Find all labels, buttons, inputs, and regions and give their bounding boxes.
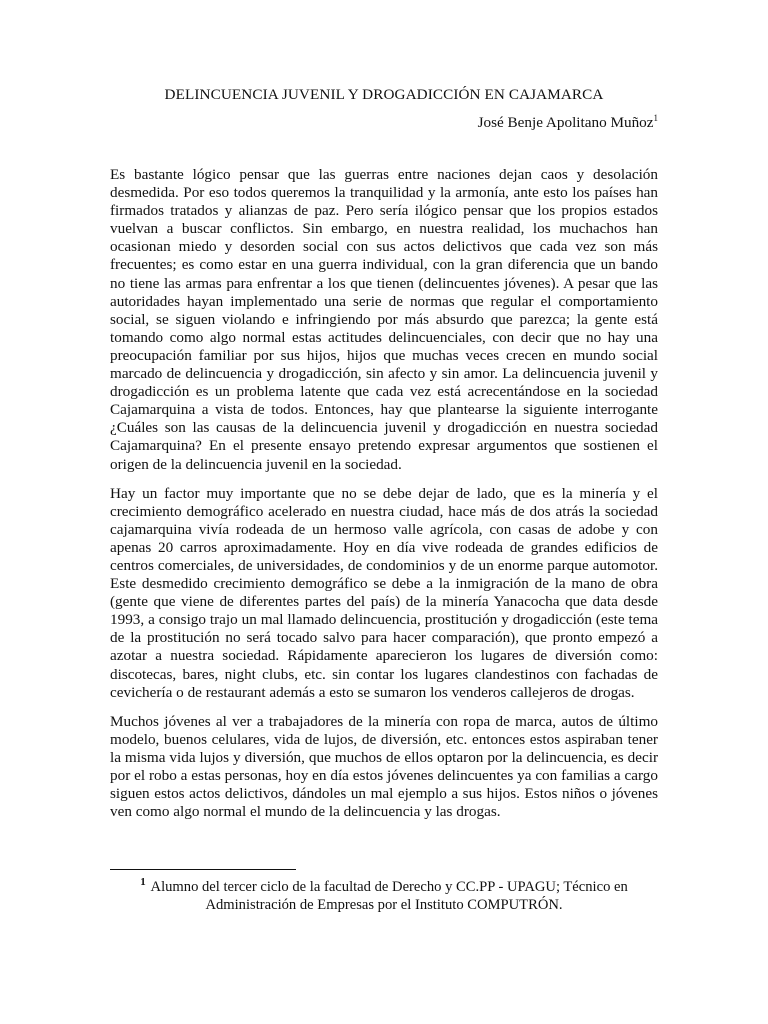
document-body: [110, 166, 658, 832]
footnote-text: Alumno del tercer ciclo de la facultad de Derecho y CC.PP - UPAGU; Técnico en Administración de Empresas por el Instituto COMPUTRÓN.: [150, 879, 628, 913]
body-paragraph-3: Muchos jóvenes al ver a trabajadores de la minería con ropa de marca, autos de último modelo, buenos celulares, vida de lujos, de diversión, etc. entonces estos aspiraban tener la misma vida lujos y diversión, que muchos de ellos optaron por la delincuencia, es decir por el robo a estas personas, hoy en día estos jóvenes delincuentes ya con familias a cargo siguen estos actos delictivos, dándoles un mal ejemplo a sus hijos. Estos niños o jóvenes ven como algo normal el mundo de la delincuencia y las drogas.: [110, 712, 658, 821]
author-footnote-mark: 1: [653, 112, 658, 123]
footnote-separator: [110, 869, 296, 870]
footnote-mark: 1: [140, 876, 146, 889]
author-name: José Benje Apolitano Muñoz: [477, 114, 654, 131]
body-paragraph-2: Hay un factor muy importante que no se debe dejar de lado, que es la minería y el crecimiento demográfico acelerado en nuestra ciudad, hace más de dos atrás la sociedad cajamarquina vivía rodeada de un hermoso valle agrícola, con casas de adobe y con apenas 20 carros aproximadamente. Hoy en día vive rodeada de grandes edificios de centros comerciales, de universidades, de condominios y de un enorme parque automotor. Este desmedido crecimiento demográfico se debe a la inmigración de la mano de obra (gente que viene de diferentes partes del país) de la minería Yanacocha que data desde 1993, a consigo trajo un mal llamado delincuencia, prostitución y drogadicción (este tema de la prostitución no será tocado salvo para hacer comparación), que pronto empezó a azotar a nuestra sociedad. Rápidamente aparecieron los lugares de diversión como: discotecas, bares, night clubs, etc. sin contar los lugares clandestinos con fachadas de cevichería o de restaurant además a esto se sumaron los venderos callejeros de drogas.: [110, 484, 658, 701]
author-line: [478, 114, 658, 132]
document-title: DELINCUENCIA JUVENIL Y DROGADICCIÓN EN CAJAMARCA: [164, 86, 604, 103]
footnote: [110, 878, 658, 914]
body-paragraph-1: Es bastante lógico pensar que las guerras entre naciones dejan caos y desolación desmedida. Por eso todos queremos la tranquilidad y la armonía, ante esto los países han firmados tratados y alianzas de paz. Pero sería ilógico pensar que los propios estados vuelvan a buscar conflictos. Sin embargo, en nuestra realidad, los muchachos han ocasionan miedo y desorden social con sus actos delictivos que cada vez son más frecuentes; es como estar en una guerra individual, con la gran diferencia que un bando no tiene las armas para enfrentar a los que tienen (delincuentes jóvenes). A pesar que las autoridades hayan implementado una serie de normas que regular el comportamiento social, se siguen violando e infringiendo por más absurdo que parezca; la gente está tomando como algo normal estas actitudes delincuenciales, con decir que no hay una preocupación familiar por sus hijos, hijos que muchas veces crecen en mundo social marcado de delincuencia y drogadicción, sin afecto y sin amor. La delincuencia juvenil y drogadicción es un problema latente que cada vez está acrecentándose en la sociedad Cajamarquina a vista de todos. Entonces, hay que plantearse la siguiente interrogante ¿Cuáles son las causas de la delincuencia juvenil y drogadicción en nuestra sociedad Cajamarquina? En el presente ensayo pretendo expresar argumentos que sostienen el origen de la delincuencia juvenil en la sociedad.: [110, 166, 658, 473]
